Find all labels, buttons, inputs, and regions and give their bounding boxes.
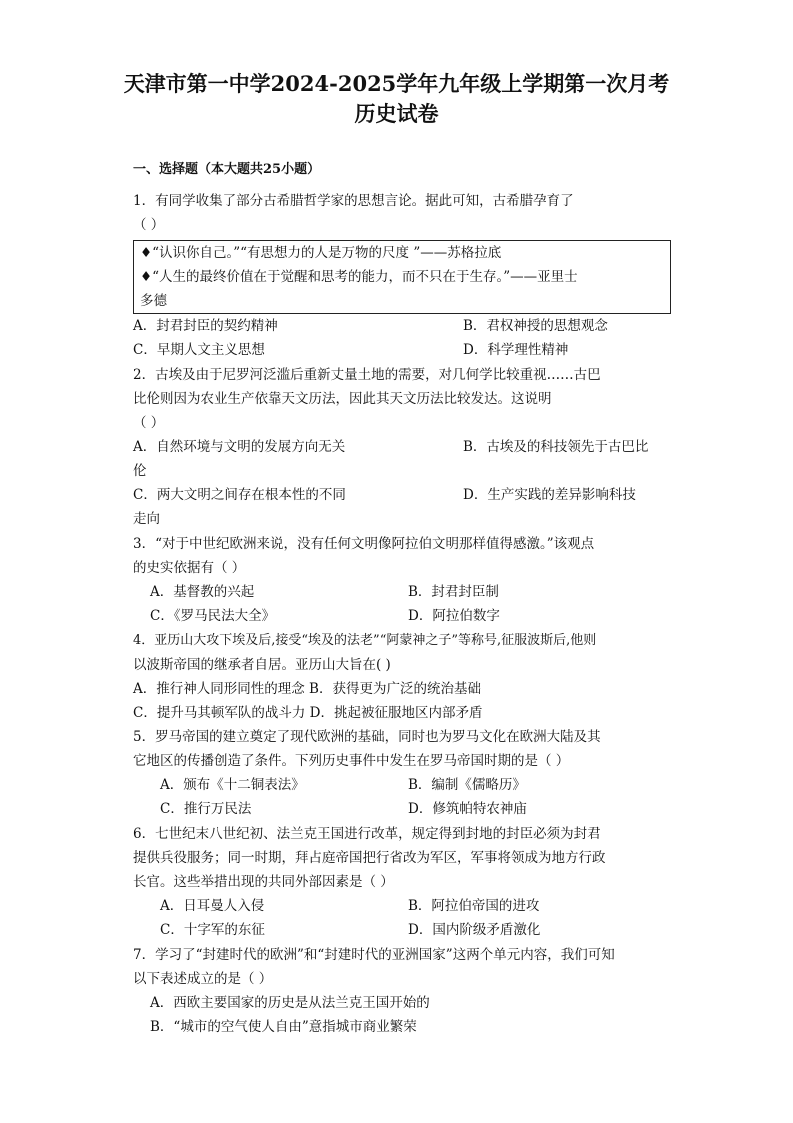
quote-aristotle: ♦“人生的最终价值在于觉醒和思考的能力，而不只在于生存。”——亚里士: [140, 269, 578, 285]
question-2-stem: 2．古埃及由于尼罗河泛滥后重新丈量土地的需要，对几何学比较重视……古巴: [133, 367, 601, 383]
question-3-stem-cont: 的史实依据有（ ）: [133, 560, 246, 576]
question-2-stem-cont: 比伦则因为农业生产依靠天文历法，因此其天文历法比较发达。这说明: [133, 391, 552, 407]
question-2-option-d-cont: 走向: [133, 511, 160, 527]
question-7-stem: 7．学习了“封建时代的欧洲”和“封建时代的亚洲国家”这两个单元内容，我们可知: [133, 947, 615, 963]
question-7-option-a: A．西欧主要国家的历史是从法兰克王国开始的: [150, 995, 430, 1011]
question-1-option-b: B．君权神授的思想观念: [463, 318, 608, 334]
question-2-option-b-cont: 伦: [133, 463, 147, 479]
exam-title: 天津市第一中学2024-2025学年九年级上学期第一次月考: [123, 71, 670, 96]
question-2-option-a: A．自然环境与文明的发展方向无关: [133, 439, 346, 455]
question-3-stem: 3．“对于中世纪欧洲来说，没有任何文明像阿拉伯文明那样值得感激。”该观点: [133, 536, 595, 552]
question-6-stem-cont-2: 长官。这些举措出现的共同外部因素是（ ）: [133, 874, 394, 890]
quote-socrates: ♦“认识你自己。”“有思想力的人是万物的尺度 ”——苏格拉底: [140, 245, 502, 261]
question-2-option-d: D．生产实践的差异影响科技: [463, 487, 636, 503]
question-1-option-c: C．早期人文主义思想: [133, 342, 265, 358]
quote-aristotle-cont: 多德: [140, 293, 167, 309]
quote-box: [133, 240, 671, 314]
question-4-stem: 4．亚历山大攻下埃及后,接受“埃及的法老”“阿蒙神之子”等称号,征服波斯后,他则: [133, 633, 597, 648]
question-5-option-a: A．颁布《十二铜表法》: [160, 777, 305, 793]
question-6-option-c: C．十字军的东征: [160, 922, 265, 938]
question-1-stem: 1．有同学收集了部分古希腊哲学家的思想言论。据此可知，古希腊孕育了: [133, 193, 574, 209]
section-heading: 一、选择题（本大题共25小题）: [133, 162, 321, 177]
question-5-option-d: D．修筑帕特农神庙: [408, 801, 527, 817]
question-4-options-ab: A．推行神人同形同性的理念 B．获得更为广泛的统治基础: [133, 681, 481, 697]
question-1-option-d: D．科学理性精神: [463, 342, 569, 358]
question-1-option-a: A．封君封臣的契约精神: [133, 318, 278, 334]
question-4-stem-cont: 以波斯帝国的继承者自居。亚历山大旨在( ): [133, 657, 391, 673]
exam-subtitle: 历史试卷: [354, 101, 439, 126]
question-5-option-c: C．推行万民法: [160, 801, 252, 817]
question-5-stem: 5．罗马帝国的建立奠定了现代欧洲的基础，同时也为罗马文化在欧洲大陆及其: [133, 729, 601, 745]
question-6-option-b: B．阿拉伯帝国的进攻: [408, 898, 540, 914]
question-3-option-d: D．阿拉伯数字: [408, 608, 500, 624]
question-5-stem-cont: 它地区的传播创造了条件。下列历史事件中发生在罗马帝国时期的是（ ）: [133, 753, 570, 769]
question-1-blank: （ ）: [133, 217, 165, 233]
question-6-option-d: D．国内阶级矛盾激化: [408, 922, 541, 938]
question-2-option-b: B．古埃及的科技领先于古巴比: [463, 439, 649, 455]
question-6-stem-cont: 提供兵役服务；同一时期，拜占庭帝国把行省改为军区，军事将领成为地方行政: [133, 850, 606, 866]
question-3-option-c: C．《罗马民法大全》: [150, 608, 276, 624]
question-4-options-cd: C．提升马其顿军队的战斗力 D．挑起被征服地区内部矛盾: [133, 705, 483, 721]
question-3-option-a: A．基督教的兴起: [150, 584, 255, 600]
question-7-option-b: B．“城市的空气使人自由”意指城市商业繁荣: [150, 1019, 417, 1035]
question-6-stem: 6．七世纪末八世纪初、法兰克王国进行改革，规定得到封地的封臣必须为封君: [133, 826, 601, 842]
question-7-stem-cont: 以下表述成立的是（ ）: [133, 971, 273, 987]
question-5-option-b: B．编制《儒略历》: [408, 777, 526, 793]
question-6-option-a: A．日耳曼人入侵: [160, 898, 265, 914]
question-2-blank: （ ）: [133, 415, 165, 431]
question-3-option-b: B．封君封臣制: [408, 584, 499, 600]
question-2-option-c: C．两大文明之间存在根本性的不同: [133, 487, 346, 503]
